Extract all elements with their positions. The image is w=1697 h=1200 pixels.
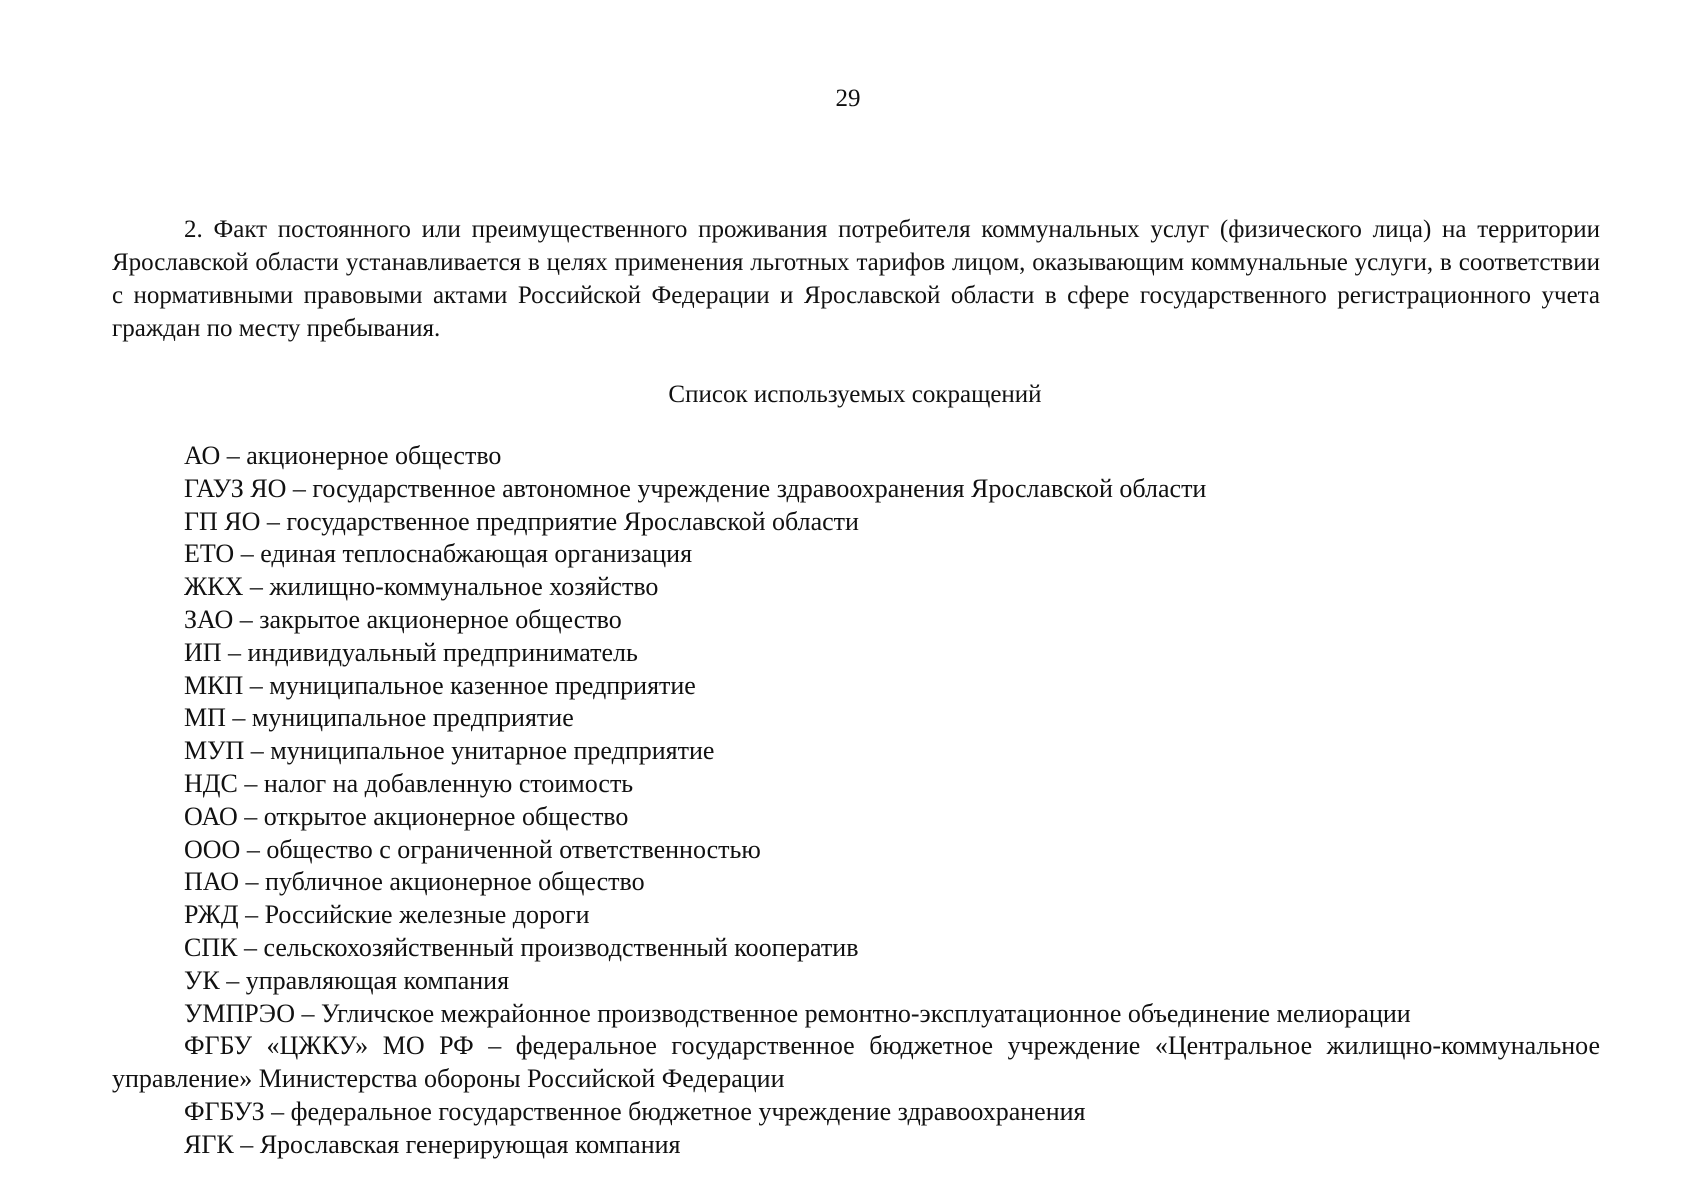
abbreviation-list (112, 440, 1600, 1162)
abbreviation-item-fgbuz: ФГБУЗ – федеральное государственное бюджетное учреждение здравоохранения (184, 1096, 1086, 1126)
abbreviation-item-ygk: ЯГК – Ярославская генерирующая компания (184, 1129, 681, 1159)
abbreviation-item-fgbu-tszhku: ФГБУ «ЦЖКУ» МО РФ – федеральное государственное бюджетное учреждение «Центральное жилищно-коммунальное управление» Министерства обороны Российской Федерации (112, 1031, 1600, 1094)
abbreviation-item-mup: МУП – муниципальное унитарное предприятие (184, 736, 715, 766)
abbreviation-item-oao: ОАО – открытое акционерное общество (184, 801, 629, 831)
section-title-abbreviations: Список используемых сокращений (668, 381, 1042, 408)
abbreviation-item-ip: ИП – индивидуальный предприниматель (184, 637, 638, 667)
abbreviation-item-mkp: МКП – муниципальное казенное предприятие (184, 670, 696, 700)
abbreviation-item-pao: ПАО – публичное акционерное общество (184, 867, 645, 897)
abbreviation-item-zao: ЗАО – закрытое акционерное общество (184, 604, 622, 634)
abbreviation-item-spk: СПК – сельскохозяйственный производственный кооператив (184, 932, 859, 962)
abbreviation-item-ooo: ООО – общество с ограниченной ответственностью (184, 834, 761, 864)
abbreviation-item-umpreo: УМПРЭО – Угличское межрайонное производственное ремонтно-эксплуатационное объединение мелиорации (184, 998, 1411, 1028)
abbreviation-item-uk: УК – управляющая компания (184, 965, 510, 995)
abbreviation-item-gp-yao: ГП ЯО – государственное предприятие Ярославской области (184, 506, 859, 536)
abbreviation-item-zhkh: ЖКХ – жилищно-коммунальное хозяйство (184, 572, 659, 602)
paragraph-residence-fact: 2. Факт постоянного или преимущественного проживания потребителя коммунальных услуг (физического лица) на территории Ярославской области устанавливается в целях применения льготных тарифов лицом, оказывающим коммунальные услуги, в соответствии с нормативными правовыми актами Российской Федерации и Ярославской области в сфере государственного регистрационного учета граждан по месту пребывания. (112, 216, 1600, 342)
abbreviation-item-eto: ЕТО – единая теплоснабжающая организация (184, 539, 693, 569)
page-number: 29 (835, 85, 861, 112)
abbreviation-item-gauz-yao: ГАУЗ ЯО – государственное автономное учреждение здравоохранения Ярославской области (184, 473, 1207, 503)
abbreviation-item-ao: АО – акционерное общество (184, 441, 502, 470)
abbreviation-item-mp: МП – муниципальное предприятие (184, 703, 574, 733)
abbreviation-item-rzhd: РЖД – Российские железные дороги (184, 900, 590, 930)
abbreviation-item-nds: НДС – налог на добавленную стоимость (184, 768, 634, 798)
